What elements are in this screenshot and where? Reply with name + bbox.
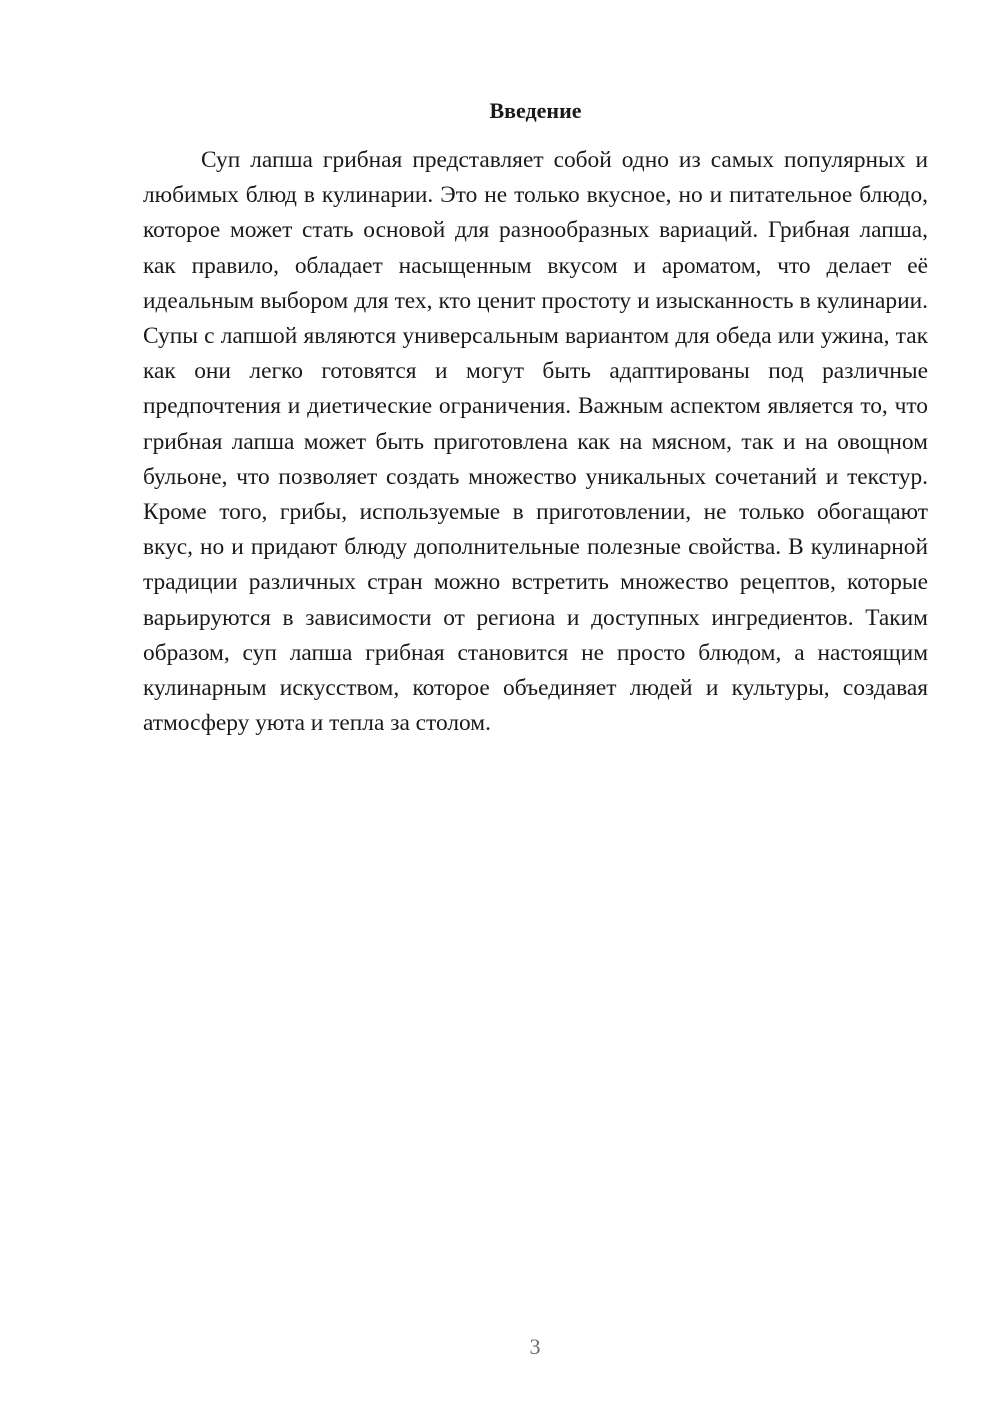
section-heading: Введение — [489, 98, 582, 123]
body-paragraph: Суп лапша грибная представляет собой одно из самых популярных и любимых блюд в кулинарии. Это не только вкусное, но и питательное блюдо, которое может стать основой для разнообразных вариаций. Грибная лапша, как правило, обладает насыщенным вкусом и ароматом, что делает её идеальным выбором для тех, кто ценит простоту и изысканность в кулинарии. Супы с лапшой являются универсальным вариантом для обеда или ужина, так как они легко готовятся и могут быть адаптированы под различные предпочтения и диетические ограничения. Важным аспектом является то, что грибная лапша может быть приготовлена как на мясном, так и на овощном бульоне, что позволяет создать множество уникальных сочетаний и текстур. Кроме того, грибы, используемые в приготовлении, не только обогащают вкус, но и придают блюду дополнительные полезные свойства. В кулинарной традиции различных стран можно встретить множество рецептов, которые варьируются в зависимости от региона и доступных ингредиентов. Таким образом, суп лапша грибная становится не просто блюдом, а настоящим кулинарным искусством, которое объединяет людей и культуры, создавая атмосферу уюта и тепла за столом. — [143, 147, 928, 737]
page-number: 3 — [529, 1334, 541, 1359]
